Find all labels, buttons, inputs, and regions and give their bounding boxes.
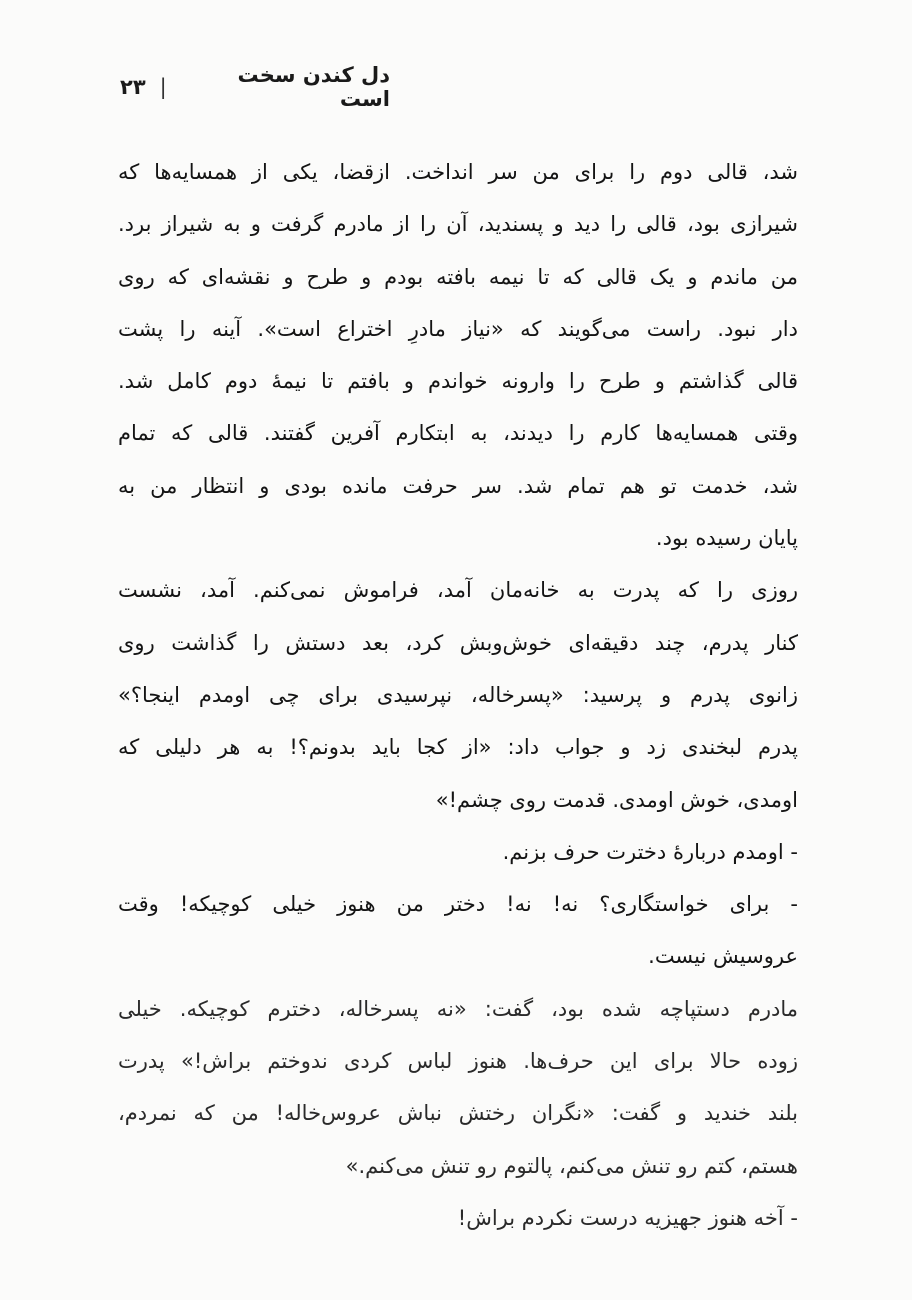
running-head — [120, 63, 390, 111]
text-line: زانوی پدرم و پرسید: «پسرخاله، نپرسیدی برای چی اومدم اینجا؟» — [118, 682, 798, 707]
text-line: عروسیش نیست. — [648, 944, 798, 969]
text-line: بلند خندید و گفت: «نگران رختش نباش عروس‌خاله! من که نمردم، — [118, 1101, 798, 1126]
text-line: شیرازی بود، قالی را دید و پسندید، آن را از مادرم گرفت و به شیراز برد. — [118, 212, 798, 237]
text-line: قالی گذاشتم و طرح را وارونه خواندم و بافتم تا نیمهٔ دوم کامل شد. — [118, 369, 798, 394]
text-line: کنار پدرم، چند دقیقه‌ای خوش‌وبش کرد، بعد دستش را گذاشت روی — [118, 630, 798, 655]
header-separator: | — [159, 75, 167, 99]
page-number: ۲۳ — [120, 75, 146, 99]
body-text — [118, 146, 798, 1244]
text-line: - برای خواستگاری؟ نه! نه! دختر من هنوز خیلی کوچیکه! وقت — [118, 892, 798, 917]
text-line: - آخه هنوز جهیزیه درست نکردم براش! — [457, 1205, 798, 1230]
text-line: هستم، کتم رو تنش می‌کنم، پالتوم رو تنش می‌کنم.» — [345, 1153, 798, 1178]
text-line: وقتی همسایه‌ها کارم را دیدند، به ابتکارم آفرین گفتند. قالی که تمام — [118, 421, 798, 446]
text-line: شد، خدمت تو هم تمام شد. سر حرفت مانده بودی و انتظار من به — [118, 473, 798, 498]
text-line: اومدی، خوش اومدی. قدمت روی چشم!» — [435, 787, 798, 812]
text-line: دار نبود. راست می‌گویند که «نیاز مادرِ اختراع است». آینه را پشت — [118, 316, 798, 341]
text-line: - اومدم دربارهٔ دخترت حرف بزنم. — [502, 839, 798, 864]
text-line: شد، قالی دوم را برای من سر انداخت. ازقضا، یکی از همسایه‌ها که — [118, 160, 798, 184]
text-line: من ماندم و یک قالی که تا نیمه بافته بودم و طرح و نقشه‌ای که روی — [118, 264, 798, 289]
text-line: مادرم دستپاچه شده بود، گفت: «نه پسرخاله، دخترم کوچیکه. خیلی — [118, 996, 798, 1021]
text-line: روزی را که پدرت به خانه‌مان آمد، فراموش نمی‌کنم. آمد، نشست — [118, 578, 798, 603]
text-line: پایان رسیده بود. — [655, 526, 798, 551]
text-line: زوده حالا برای این حرف‌ها. هنوز لباس کردی ندوختم براش!» پدرت — [118, 1049, 798, 1074]
text-line: پدرم لبخندی زد و جواب داد: «از کجا باید بدونم؟! به هر دلیلی که — [118, 735, 798, 760]
book-title: دل کندن سخت است — [237, 63, 390, 111]
